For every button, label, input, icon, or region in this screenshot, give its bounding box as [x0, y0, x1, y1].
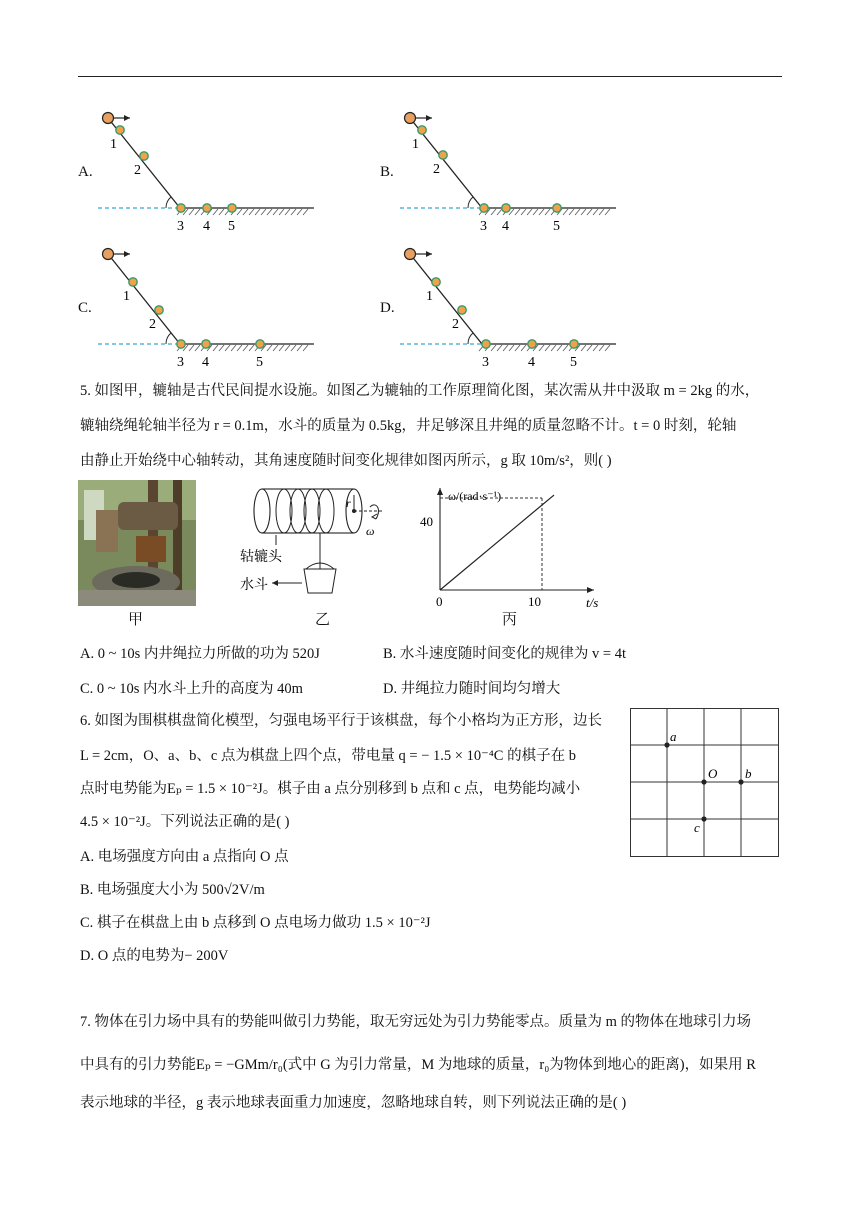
- angle-arc: [166, 333, 171, 344]
- ground-hatch: [575, 209, 580, 215]
- ground-hatch: [273, 345, 278, 351]
- fig-yi-caption: 乙: [315, 612, 331, 628]
- q6-option-b[interactable]: B. 电场强度大小为 500√2V/m: [80, 882, 265, 898]
- ground-hatch: [521, 209, 526, 215]
- ground-hatch: [605, 345, 610, 351]
- ground-hatch: [581, 209, 586, 215]
- ground-hatch: [557, 345, 562, 351]
- incline-line: [108, 254, 180, 344]
- q7-line-2: 中具有的引力势能Eₚ = −GMm/r₀(式中 G 为引力常量，M 为地球的质量，r₀为物体到地心的距离)，如果用 R: [80, 1057, 756, 1073]
- pulley-omega-label: ω: [366, 524, 375, 538]
- ground-hatch: [569, 209, 574, 215]
- point-5-marker: [553, 204, 561, 212]
- ground-hatch: [273, 209, 278, 215]
- point-1-label: 1: [110, 137, 117, 152]
- ground-hatch: [581, 345, 586, 351]
- go-board-grid: [630, 708, 782, 860]
- ground-hatch: [195, 209, 200, 215]
- point-5-label: 5: [553, 219, 560, 234]
- fig-jia-caption: 甲: [128, 612, 144, 628]
- option-diagram-2: [380, 108, 680, 240]
- pulley-diagram: [236, 485, 396, 605]
- q6-option-a[interactable]: A. 电场强度方向由 a 点指向 O 点: [80, 849, 289, 865]
- ground-hatch: [279, 345, 284, 351]
- ground-hatch: [587, 209, 592, 215]
- ground-hatch: [291, 209, 296, 215]
- point-3-marker: [177, 204, 185, 212]
- fig-bing-caption: 丙: [502, 612, 518, 628]
- point-4-marker: [203, 204, 211, 212]
- x-axis-label: t/s: [586, 595, 599, 608]
- point-4-marker: [502, 204, 510, 212]
- ground-hatch: [521, 345, 526, 351]
- ground-hatch: [249, 345, 254, 351]
- ground-hatch: [509, 345, 514, 351]
- velocity-arrowhead: [426, 115, 432, 121]
- point-1-marker: [129, 278, 137, 286]
- ground-hatch: [225, 345, 230, 351]
- ground-hatch: [533, 209, 538, 215]
- ground-hatch: [243, 345, 248, 351]
- ground-hatch: [551, 345, 556, 351]
- ground-hatch: [219, 209, 224, 215]
- point-2-label: 2: [433, 162, 440, 177]
- y-axis-label: ω/(rad·s⁻¹): [448, 489, 502, 503]
- point-3-marker: [480, 204, 488, 212]
- option-diagram-3: [78, 244, 378, 376]
- q6-line-4: 4.5 × 10⁻²J。下列说法正确的是( ): [80, 814, 290, 830]
- origin-label: 0: [436, 594, 443, 608]
- point-1-label: 1: [123, 289, 130, 304]
- ground-hatch: [497, 345, 502, 351]
- ground-hatch: [593, 209, 598, 215]
- point-1-marker: [432, 278, 440, 286]
- point-4-label: 4: [203, 219, 210, 234]
- point-4-marker: [528, 340, 536, 348]
- point-1-label: 1: [426, 289, 433, 304]
- q6-option-c[interactable]: C. 棋子在棋盘上由 b 点移到 O 点电场力做功 1.5 × 10⁻²J: [80, 915, 431, 931]
- ground-hatch: [303, 209, 308, 215]
- ground-hatch: [267, 209, 272, 215]
- ground-hatch: [587, 345, 592, 351]
- launch-ball: [405, 113, 416, 124]
- ground-hatch: [291, 345, 296, 351]
- ground-hatch: [297, 209, 302, 215]
- point-2-label: 2: [134, 163, 141, 178]
- angle-arc: [468, 333, 473, 344]
- ground-hatch: [285, 345, 290, 351]
- angle-arc: [468, 197, 473, 208]
- ground-hatch: [213, 209, 218, 215]
- ground-hatch: [285, 209, 290, 215]
- ground-hatch: [255, 209, 260, 215]
- pulley-r-label: r: [346, 496, 351, 510]
- ground-hatch: [527, 209, 532, 215]
- ground-hatch: [545, 345, 550, 351]
- q5-option-c[interactable]: C. 0 ~ 10s 内水斗上升的高度为 40m: [80, 681, 303, 697]
- label-a: a: [670, 729, 677, 744]
- y-tick-40: 40: [420, 514, 433, 529]
- point-2-label: 2: [452, 317, 459, 332]
- point-5-label: 5: [228, 219, 235, 234]
- point-3-marker: [482, 340, 490, 348]
- ground-hatch: [213, 345, 218, 351]
- ground-hatch: [231, 345, 236, 351]
- velocity-arrowhead: [124, 115, 130, 121]
- point-4-label: 4: [502, 219, 509, 234]
- x-axis-arrow: [587, 587, 594, 593]
- bucket-label: 水斗: [240, 578, 268, 593]
- point-4-marker: [202, 340, 210, 348]
- ground-hatch: [563, 209, 568, 215]
- label-O: O: [708, 766, 718, 781]
- ground-hatch: [279, 209, 284, 215]
- velocity-arrowhead: [124, 251, 130, 257]
- header-rule: [78, 76, 782, 77]
- q5-line-3: 由静止开始绕中心轴转动，其角速度随时间变化规律如图丙所示，g 取 10m/s²，则( ): [80, 453, 612, 469]
- point-5-label: 5: [256, 355, 263, 370]
- q6-line-2: L = 2cm，O、a、b、c 点为棋盘上四个点，带电量 q = − 1.5 × 10⁻⁴C 的棋子在 b: [80, 748, 576, 764]
- point-3-marker: [177, 340, 185, 348]
- pulley-head-label: 轱辘头: [240, 550, 282, 565]
- ground-hatch: [515, 209, 520, 215]
- ground-hatch: [605, 209, 610, 215]
- ground-hatch: [297, 345, 302, 351]
- point-3-label: 3: [480, 219, 487, 234]
- ground-hatch: [189, 345, 194, 351]
- launch-ball: [103, 249, 114, 260]
- velocity-arrowhead: [426, 251, 432, 257]
- ground-hatch: [515, 345, 520, 351]
- point-1-marker: [116, 126, 124, 134]
- label-b: b: [745, 766, 752, 781]
- ground-hatch: [491, 345, 496, 351]
- ground-hatch: [219, 345, 224, 351]
- omega-time-chart: [412, 480, 612, 608]
- ground-hatch: [599, 209, 604, 215]
- point-2-marker: [458, 306, 466, 314]
- q6-line-3: 点时电势能为Eₚ = 1.5 × 10⁻²J。棋子由 a 点分别移到 b 点和 c 点，电势能均减小: [80, 781, 581, 797]
- point-3-label: 3: [482, 355, 489, 370]
- label-c: c: [694, 820, 700, 835]
- q7-line-1: 7. 物体在引力场中具有的势能叫做引力势能，取无穷远处为引力势能零点。质量为 m 的物体在地球引力场: [80, 1014, 752, 1030]
- ground-hatch: [491, 209, 496, 215]
- option-letter-4: D.: [380, 300, 395, 316]
- option-diagram-4: [380, 244, 680, 376]
- ground-hatch: [497, 209, 502, 215]
- q7-line-3: 表示地球的半径，g 表示地球表面重力加速度，忽略地球自转，则下列说法正确的是( ): [80, 1095, 627, 1111]
- ground-hatch: [261, 209, 266, 215]
- ground-hatch: [563, 345, 568, 351]
- point-2-marker: [439, 151, 447, 159]
- point-a: [664, 742, 669, 747]
- x-tick-10: 10: [528, 594, 541, 608]
- option-letter-2: B.: [380, 164, 394, 180]
- ground-hatch: [545, 209, 550, 215]
- ground-hatch: [195, 345, 200, 351]
- ground-hatch: [189, 209, 194, 215]
- point-2-label: 2: [149, 317, 156, 332]
- point-b: [738, 779, 743, 784]
- launch-ball: [405, 249, 416, 260]
- option-letter-1: A.: [78, 164, 93, 180]
- ground-hatch: [539, 209, 544, 215]
- point-1-marker: [418, 126, 426, 134]
- q5-line-2: 辘轴绕绳轮轴半径为 r = 0.1m，水斗的质量为 0.5kg，井足够深且井绳的质量忽略不计。t = 0 时刻，轮轴: [80, 418, 737, 434]
- ground-hatch: [237, 209, 242, 215]
- option-diagram-1: [78, 108, 378, 240]
- angle-arc: [166, 197, 171, 208]
- ground-hatch: [593, 345, 598, 351]
- point-4-label: 4: [202, 355, 209, 370]
- point-O: [701, 779, 706, 784]
- point-c: [701, 816, 706, 821]
- ground-hatch: [267, 345, 272, 351]
- ground-hatch: [599, 345, 604, 351]
- point-3-label: 3: [177, 219, 184, 234]
- series-line: [440, 495, 554, 590]
- ground-hatch: [539, 345, 544, 351]
- point-5-label: 5: [570, 355, 577, 370]
- launch-ball: [103, 113, 114, 124]
- point-5-marker: [228, 204, 236, 212]
- q5-option-a[interactable]: A. 0 ~ 10s 内井绳拉力所做的功为 520J: [80, 646, 320, 662]
- ground-hatch: [237, 345, 242, 351]
- q5-line-1: 5. 如图甲，辘轴是古代民间提水设施。如图乙为辘轴的工作原理简化图，某次需从井中汲取 m = 2kg 的水，: [80, 383, 760, 399]
- option-letter-3: C.: [78, 300, 92, 316]
- q5-option-b[interactable]: B. 水斗速度随时间变化的规律为 v = 4t: [383, 646, 627, 662]
- ground-hatch: [303, 345, 308, 351]
- q6-line-1: 6. 如图为围棋棋盘简化模型，匀强电场平行于该棋盘，每个小格均为正方形，边长: [80, 713, 602, 729]
- point-2-marker: [155, 306, 163, 314]
- point-2-marker: [140, 152, 148, 160]
- point-4-label: 4: [528, 355, 535, 370]
- ground-hatch: [249, 209, 254, 215]
- ground-hatch: [243, 209, 248, 215]
- well-photo: [78, 480, 196, 606]
- point-1-label: 1: [412, 137, 419, 152]
- ground-hatch: [503, 345, 508, 351]
- q5-option-d[interactable]: D. 井绳拉力随时间均匀增大: [383, 681, 561, 697]
- point-5-marker: [570, 340, 578, 348]
- y-axis-arrow: [437, 488, 443, 495]
- q6-option-d[interactable]: D. O 点的电势为− 200V: [80, 948, 229, 964]
- point-3-label: 3: [177, 355, 184, 370]
- point-5-marker: [256, 340, 264, 348]
- incline-line: [410, 254, 482, 344]
